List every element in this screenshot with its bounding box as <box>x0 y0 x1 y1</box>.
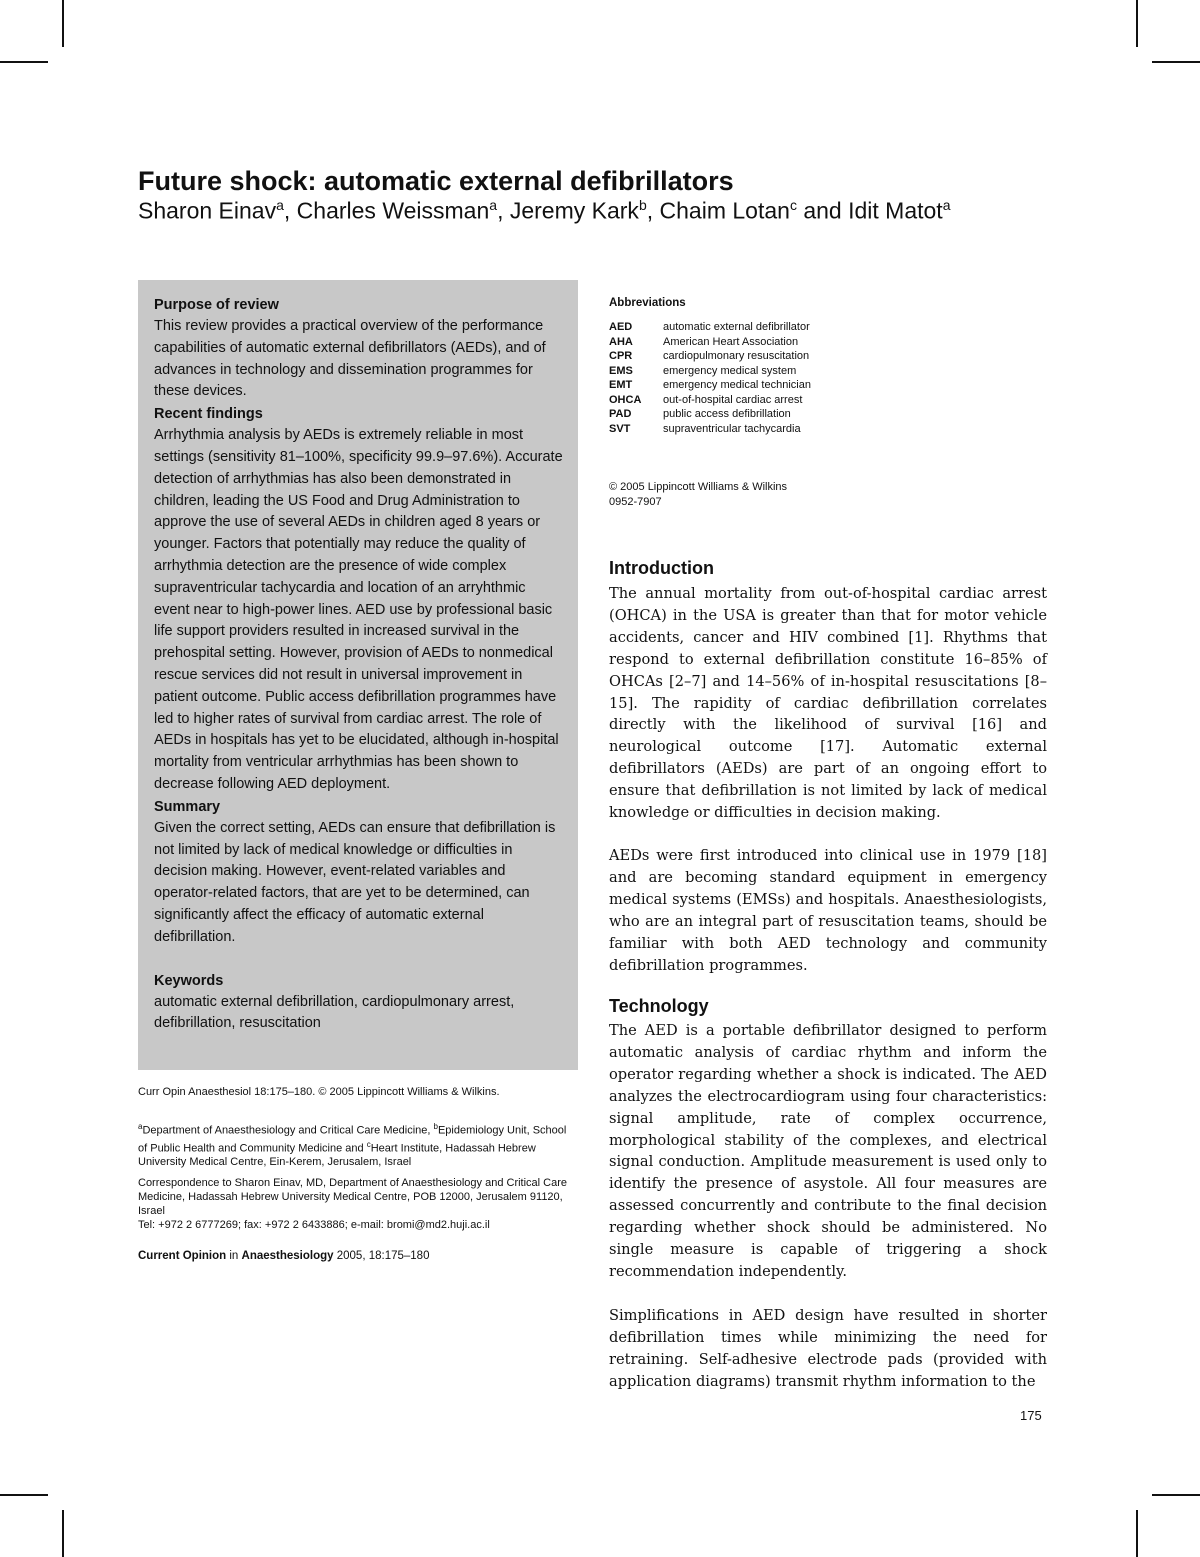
abbreviation-row <box>609 335 811 350</box>
abstract-purpose-heading: Purpose of review <box>154 297 279 313</box>
author-name: Jeremy Kark <box>509 197 639 224</box>
abstract-box <box>138 280 578 1070</box>
technology-paragraph-1: The AED is a portable defibrillator designed to perform automatic analysis of cardiac rhythm and inform the operator regarding whether a shock is indicated. The AED analyzes the electrocardiogram using four characteristics: signal amplitude, rate of complex occurrence, morphological stability of the complexes, and electrical signal conduction. Amplitude measurement is used only to identify the presence of asystole. All four measures are assessed concurrently and contribute to the final decision regarding whether shock should be administered. No single measure is capable of triggering a shock recommendation independently. <box>609 1022 1047 1280</box>
affiliation-mark: a <box>138 1122 143 1131</box>
author-list <box>138 197 951 225</box>
correspondence-contact: Tel: +972 2 6777269; fax: +972 2 6433886; e-mail: bromi@md2.huji.ac.il <box>138 1219 490 1231</box>
crop-mark-top-right-v <box>1136 0 1138 47</box>
journal-details: 2005, 18:175–180 <box>333 1250 430 1262</box>
affiliation-text: Heart Institute, Hadassah Hebrew University Medical Centre, Ein-Kerem, Jerusalem, Israel <box>138 1142 536 1169</box>
author-name: Sharon Einav <box>138 197 277 224</box>
crop-mark-bottom-left-v <box>62 1510 64 1557</box>
abbreviation-row <box>609 364 811 379</box>
abstract-summary-heading: Summary <box>154 798 221 815</box>
crop-mark-bottom-right-v <box>1136 1510 1138 1557</box>
author-name: Idit Matot <box>848 197 943 224</box>
affiliation-text: Department of Anaesthesiology and Critical Care Medicine, <box>142 1124 434 1137</box>
affiliation-mark: c <box>366 1139 371 1149</box>
author-separator: , <box>646 197 660 224</box>
author-affiliation-mark: a <box>942 197 951 213</box>
abbreviation-key: SVT <box>609 422 631 435</box>
introduction-paragraph-1: The annual mortality from out-of-hospital cardiac arrest (OHCA) in the USA is greater than that for motor vehicle accidents, cancer and HIV combined [1]. Rhythms that respond to external defibrillation constitute 16–85% of OHCAs [2–7] and 14–56% of in-hospital resuscitations [8–15]. The rapidity of cardiac defibrillation correlates directly with the likelihood of survival [16] and neurological outcome [17]. Automatic external defibrillators (AEDs) are part of an ongoing effort to ensure that defibrillation is not limited by lack of medical knowledge or difficulties in decision making. <box>609 585 1047 822</box>
abbreviation-row <box>609 393 811 408</box>
copyright-line: © 2005 Lippincott Williams & Wilkins <box>609 481 788 493</box>
abstract-summary-text: Given the correct setting, AEDs can ensure that defibrillation is not limited by lack of medical knowledge or difficulties in decision making. However, event-related variables and operator-related factors, that are yet to be determined, can significantly affect the efficacy of automatic external defibrillation. <box>154 819 556 945</box>
affiliation-text: Epidemiology Unit, School of Public Health and Community Medicine and <box>138 1124 567 1155</box>
journal-prefix: Current Opinion <box>138 1250 227 1262</box>
abbreviation-key: AHA <box>609 335 633 348</box>
abbreviation-key: PAD <box>609 408 632 420</box>
author-affiliation-mark: b <box>638 197 647 213</box>
abbreviation-definition: public access defibrillation <box>663 408 791 420</box>
abstract-keywords-heading: Keywords <box>154 972 224 989</box>
correspondence <box>138 1176 578 1232</box>
abstract-keywords-text: automatic external defibrillation, cardiopulmonary arrest, defibrillation, resuscitation <box>154 993 515 1032</box>
author-affiliation-mark: a <box>489 197 498 213</box>
abbreviation-definition: supraventricular tachycardia <box>663 422 801 435</box>
abbreviation-definition: emergency medical system <box>663 364 797 377</box>
author-affiliation-mark: c <box>789 197 797 213</box>
author-separator: , <box>283 197 297 224</box>
author-name: Chaim Lotan <box>659 197 790 224</box>
author-affiliation-mark: a <box>276 197 284 213</box>
page-number: 175 <box>1020 1408 1042 1423</box>
correspondence-text: Correspondence to Sharon Einav, MD, Department of Anaesthesiology and Critical Care Medicine, Hadassah Hebrew University Medical Centre, POB 12000, Jerusalem 91120, Israel <box>138 1177 568 1217</box>
abstract-findings-heading: Recent findings <box>154 406 263 423</box>
introduction-heading: Introduction <box>609 558 714 578</box>
abbreviation-definition: out-of-hospital cardiac arrest <box>663 393 803 406</box>
crop-mark-bottom-right-h <box>1152 1494 1200 1496</box>
abbreviation-key: EMS <box>609 364 633 377</box>
affiliation-mark: b <box>433 1122 438 1131</box>
author-separator: , <box>497 197 510 224</box>
abbreviation-row <box>609 407 811 422</box>
abbreviation-definition: automatic external defibrillator <box>663 321 810 333</box>
abbreviation-row <box>609 320 811 335</box>
author-separator: and <box>796 197 849 224</box>
crop-mark-top-right-h <box>1152 61 1200 63</box>
abbreviation-key: AED <box>609 321 633 333</box>
abbreviation-key: CPR <box>609 350 633 362</box>
affiliations <box>138 1120 578 1169</box>
introduction-paragraph-2: AEDs were first introduced into clinical use in 1979 [18] and are becoming standard equipment in emergency medical systems (EMSs) and hospitals. Anaesthesiologists, who are an integral part of resuscitation teams, should be familiar with both AED technology and community defibrillation programmes. <box>609 847 1047 974</box>
citation-line: Curr Opin Anaesthesiol 18:175–180. © 2005 Lippincott Williams & Wilkins. <box>138 1086 500 1098</box>
crop-mark-top-left-h <box>0 61 48 63</box>
issn-line: 0952-7907 <box>609 496 662 508</box>
journal-reference <box>138 1250 429 1262</box>
abbreviations-list <box>609 320 811 436</box>
abbreviation-definition: emergency medical technician <box>663 379 811 391</box>
technology-heading: Technology <box>609 996 709 1016</box>
abstract-findings-text: Arrhythmia analysis by AEDs is extremely reliable in most settings (sensitivity 81–100%, specificity 99.9–97.6%). Accurate detection of arrhythmias has also been demonstrated in children, leading the US Food and Drug Administration to approve the use of several AEDs in children aged 8 years or younger. Factors that potentially may reduce the quality of arrhythmia detection are the presence of wide complex supraventricular tachycardia and location of an arryhthmic event near to high-power lines. AED use by professional basic life support providers resulted in increased survival in the prehospital setting. However, provision of AEDs to nonmedical rescue services did not result in universal improvement in patient outcome. Public access defibrillation programmes have led to higher rates of survival from cardiac arrest. The role of AEDs in hospitals has yet to be elucidated, although in-hospital mortality from ventricular arrhythmias has been shown to decrease following AED deployment. <box>154 427 563 792</box>
article-title: Future shock: automatic external defibrillators <box>138 166 734 196</box>
author-name: Charles Weissman <box>296 197 490 224</box>
abbreviation-key: OHCA <box>609 393 642 406</box>
journal-name: Anaesthesiology <box>241 1250 334 1262</box>
abstract-purpose-text: This review provides a practical overview of the performance capabilities of automatic external defibrillators (AEDs), and of advances in technology and dissemination programmes for these devices. <box>154 318 546 400</box>
abbreviation-row <box>609 422 811 437</box>
abbreviation-definition: American Heart Association <box>663 335 799 348</box>
crop-mark-top-left-v <box>62 0 64 47</box>
abbreviation-key: EMT <box>609 379 633 391</box>
copyright-block <box>609 480 787 510</box>
abbreviation-row <box>609 349 811 364</box>
technology-paragraph-2: Simplifications in AED design have resulted in shorter defibrillation times while minimizing the need for retraining. Self-adhesive electrode pads (provided with application diagrams) transmit rhythm information to the <box>609 1307 1047 1390</box>
abbreviation-definition: cardiopulmonary resuscitation <box>663 350 810 362</box>
journal-in: in <box>226 1250 242 1262</box>
crop-mark-bottom-left-h <box>0 1494 48 1496</box>
abbreviations-heading: Abbreviations <box>609 297 686 309</box>
abbreviation-row <box>609 378 811 393</box>
